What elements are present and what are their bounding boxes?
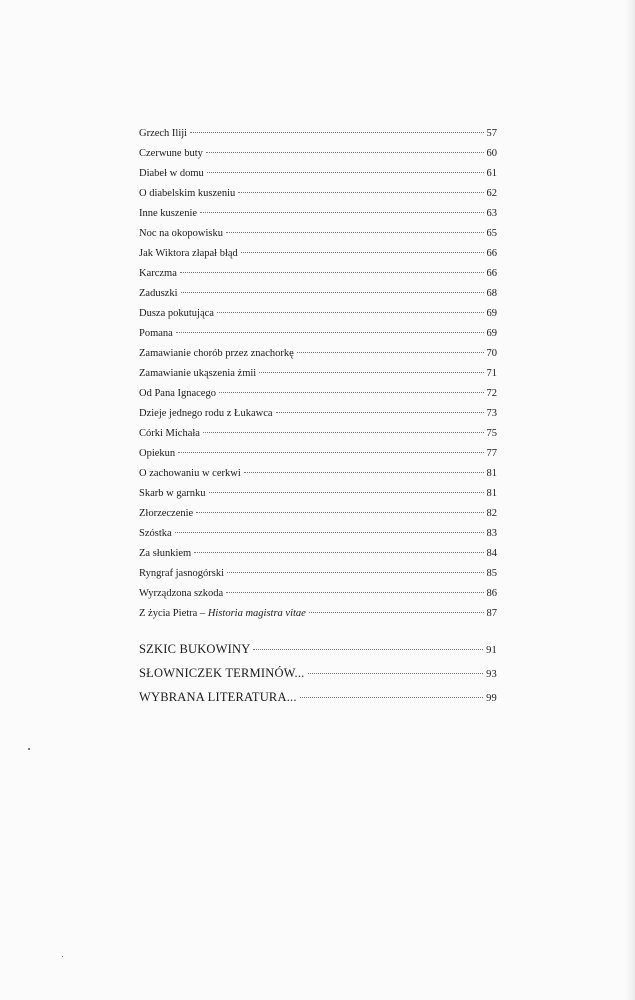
- toc-entry: [139, 164, 497, 184]
- section-entry: [139, 685, 497, 709]
- toc-entry-title: Opiekun: [139, 448, 176, 459]
- toc-entry: [139, 184, 497, 204]
- toc-entry: [139, 224, 497, 244]
- section-title: SZKIC BUKOWINY: [139, 642, 251, 656]
- toc-entry-title: Szóstka: [139, 528, 172, 539]
- toc-entry: [139, 404, 497, 424]
- toc-entry-title: Zamawianie chorób przez znachorkę: [139, 348, 294, 359]
- toc-entry: [139, 344, 497, 364]
- section-page: 91: [486, 645, 497, 656]
- toc-entry-title: Zamawianie ukąszenia żmii: [139, 368, 257, 379]
- toc-entry-title: Karczma: [139, 268, 177, 279]
- toc-entry-title: Dzieje jednego rodu z Łukawca: [139, 408, 273, 419]
- toc-entry-page: 81: [486, 488, 497, 499]
- leader-dots: [297, 352, 484, 353]
- toc-entry-page: 71: [486, 368, 497, 379]
- leader-dots: [217, 312, 484, 313]
- toc-entry-title: Diabeł w domu: [139, 168, 204, 179]
- toc-entry-title: [139, 604, 306, 624]
- toc-entry: [139, 424, 497, 444]
- toc-entry: [139, 504, 497, 524]
- section-page: 93: [486, 669, 497, 680]
- toc-entry: [139, 584, 497, 604]
- toc-entry-title: Jak Wiktora złapał błąd: [139, 248, 238, 259]
- toc-entry: [139, 484, 497, 504]
- toc-entry: [139, 604, 497, 624]
- table-of-contents: [139, 124, 497, 624]
- toc-entry-page: 66: [486, 248, 497, 259]
- toc-entry: [139, 124, 497, 144]
- toc-entry: [139, 564, 497, 584]
- toc-entry-page: 82: [486, 508, 497, 519]
- leader-dots: [181, 292, 484, 293]
- section-title: WYBRANA LITERATURA...: [139, 690, 297, 704]
- leader-dots: [253, 649, 483, 650]
- toc-entry-title: Inne kuszenie: [139, 208, 198, 219]
- section-entry: [139, 661, 497, 685]
- toc-entry-title-italic: Historia magistra vitae: [207, 608, 306, 619]
- toc-entry-title: Córki Michała: [139, 428, 200, 439]
- section-page: 99: [486, 693, 497, 704]
- toc-entry: [139, 384, 497, 404]
- toc-entry-title: Czerwune buty: [139, 148, 203, 159]
- leader-dots: [176, 332, 484, 333]
- leader-dots: [308, 673, 484, 674]
- leader-dots: [227, 572, 483, 573]
- leader-dots: [180, 272, 484, 273]
- toc-entry-page: 77: [486, 448, 497, 459]
- paper-speck: [28, 748, 30, 750]
- toc-entry-title: Ryngraf jasnogórski: [139, 568, 225, 579]
- toc-entry-page: 69: [486, 308, 497, 319]
- toc-entry-page: 60: [486, 148, 497, 159]
- toc-entry-page: 75: [486, 428, 497, 439]
- toc-entry: [139, 544, 497, 564]
- toc-entry-page: 87: [486, 608, 497, 619]
- toc-entry-title: Za słunkiem: [139, 548, 192, 559]
- toc-entry-page: 84: [486, 548, 497, 559]
- leader-dots: [241, 252, 484, 253]
- section-entry: [139, 637, 497, 661]
- toc-entry-title-plain: Z życia Pietra –: [139, 608, 208, 619]
- toc-entry-page: 70: [486, 348, 497, 359]
- leader-dots: [238, 192, 483, 193]
- toc-entry: [139, 524, 497, 544]
- toc-entry-page: 61: [486, 168, 497, 179]
- toc-entry: [139, 244, 497, 264]
- toc-entry-title: O zachowaniu w cerkwi: [139, 468, 241, 479]
- leader-dots: [207, 172, 484, 173]
- toc-entry-page: 62: [486, 188, 497, 199]
- toc-entry-page: 69: [486, 328, 497, 339]
- toc-entry: [139, 324, 497, 344]
- toc-entry-title: Zaduszki: [139, 288, 178, 299]
- toc-entry-page: 63: [486, 208, 497, 219]
- leader-dots: [244, 472, 484, 473]
- toc-entry-title: Złorzeczenie: [139, 508, 194, 519]
- leader-dots: [178, 452, 483, 453]
- leader-dots: [194, 552, 483, 553]
- toc-entry-page: 81: [486, 468, 497, 479]
- toc-entry-title: Skarb w garnku: [139, 488, 206, 499]
- toc-entry: [139, 144, 497, 164]
- paper-speck: [62, 956, 63, 957]
- toc-entry: [139, 464, 497, 484]
- toc-entry: [139, 284, 497, 304]
- toc-entry: [139, 364, 497, 384]
- toc-entry-title: Dusza pokutująca: [139, 308, 214, 319]
- toc-entry-page: 57: [486, 128, 497, 139]
- leader-dots: [226, 232, 484, 233]
- leader-dots: [206, 152, 484, 153]
- leader-dots: [209, 492, 484, 493]
- toc-entry-title: Wyrządzona szkoda: [139, 588, 224, 599]
- section-title: SŁOWNICZEK TERMINÓW...: [139, 666, 305, 680]
- toc-entry-page: 72: [486, 388, 497, 399]
- leader-dots: [276, 412, 484, 413]
- toc-entry-page: 83: [486, 528, 497, 539]
- leader-dots: [203, 432, 484, 433]
- toc-entry-title: Grzech Iliji: [139, 128, 188, 139]
- toc-entry: [139, 444, 497, 464]
- toc-entry: [139, 204, 497, 224]
- toc-entry-title: Od Pana Ignacego: [139, 388, 216, 399]
- leader-dots: [175, 532, 484, 533]
- leader-dots: [309, 612, 484, 613]
- back-matter-sections: [139, 637, 497, 709]
- toc-entry: [139, 264, 497, 284]
- leader-dots: [226, 592, 483, 593]
- toc-entry-page: 86: [486, 588, 497, 599]
- leader-dots: [200, 212, 483, 213]
- leader-dots: [190, 132, 483, 133]
- toc-entry-title: Noc na okopowisku: [139, 228, 223, 239]
- toc-entry-page: 65: [486, 228, 497, 239]
- page-edge-shadow: [625, 0, 635, 1000]
- leader-dots: [196, 512, 483, 513]
- toc-entry-page: 73: [486, 408, 497, 419]
- toc-entry-page: 68: [486, 288, 497, 299]
- toc-entry-page: 66: [486, 268, 497, 279]
- toc-entry: [139, 304, 497, 324]
- toc-entry-title: O diabelskim kuszeniu: [139, 188, 236, 199]
- leader-dots: [219, 392, 484, 393]
- leader-dots: [259, 372, 483, 373]
- toc-entry-page: 85: [486, 568, 497, 579]
- leader-dots: [300, 697, 483, 698]
- toc-entry-title: Pomana: [139, 328, 173, 339]
